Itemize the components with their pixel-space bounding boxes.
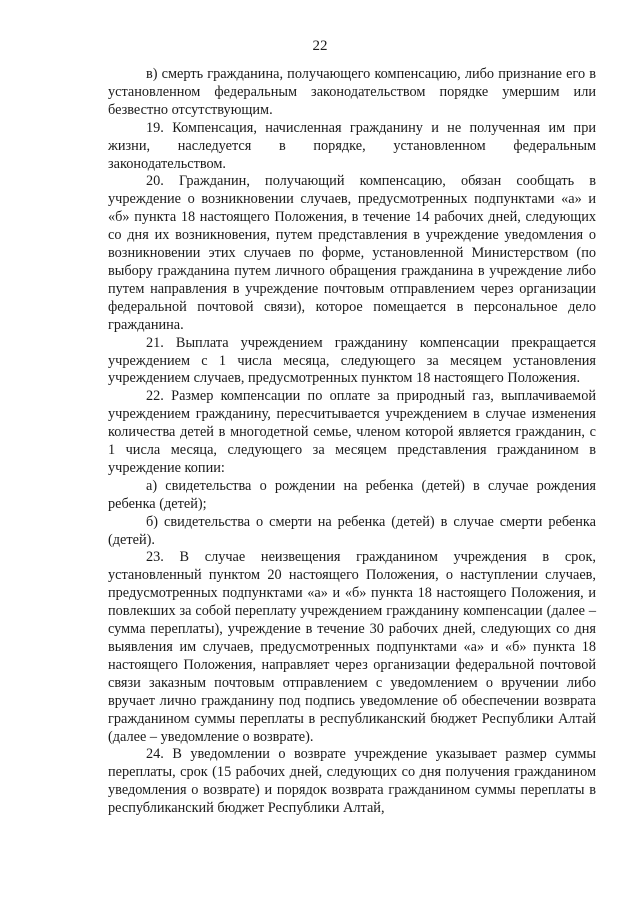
paragraph-24-return-notice: 24. В уведомлении о возврате учреждение указывает размер суммы переплаты, срок (15 рабочих дней, следующих со дня получения гражданином уведомления о возврате) и порядок возврата гражданином суммы переплаты в республиканский бюджет Республики Алтай, — [108, 746, 596, 817]
paragraph-21-termination: 21. Выплата учреждением гражданину компенсации прекращается учреждением с 1 числа месяца, следующего за месяцем установления учреждением случаев, предусмотренных пунктом 18 настоящего Положения. — [108, 334, 596, 387]
paragraph-item-a-birth: а) свидетельства о рождении на ребенка (детей) в случае рождения ребенка (детей); — [108, 477, 596, 512]
paragraph-item-v-death: в) смерть гражданина, получающего компенсацию, либо признание его в установленном федеральным законодательством порядке умершим или безвестно отсутствующим. — [108, 66, 596, 118]
paragraph-20-notification-duty: 20. Гражданин, получающий компенсацию, обязан сообщать в учреждение о возникновении случаев, предусмотренных подпунктами «а» и «б» пункта 18 настоящего Положения, в течение 14 рабочих дней, следующих со дня их возникновения, путем представления в учреждение уведомления о возникновении этих случаев по форме, установленной Министерством (по выбору гражданина путем личного обращения гражданина в учреждение либо путем направления в учреждение почтовым отправлением через организации федеральной почтовой связи), которое помещается в персональное дело гражданина. — [108, 173, 596, 333]
document-body — [108, 66, 596, 818]
paragraph-23-overpayment: 23. В случае неизвещения гражданином учреждения в срок, установленный пунктом 20 настоящего Положения, о наступлении случаев, предусмотренных подпунктами «а» и «б» пункта 18 настоящего Положения, и повлекших за собой переплату учреждением гражданину компенсации (далее – сумма переплаты), учреждение в течение 30 рабочих дней, следующих со дня выявления им случаев, предусмотренных подпунктами «а» и «б» пункта 18 настоящего Положения, направляет через организации федеральной почтовой связи заказным почтовым отправлением с уведомлением о вручении либо вручает лично гражданину под подпись уведомление об обеспечении возврата гражданином суммы переплаты в республиканский бюджет Республики Алтай (далее – уведомление о возврате). — [108, 549, 596, 745]
paragraph-19-inheritance: 19. Компенсация, начисленная гражданину и не полученная им при жизни, наследуется в порядке, установленном федеральным законодательством. — [108, 119, 596, 172]
paragraph-item-b-death: б) свидетельства о смерти на ребенка (детей) в случае смерти ребенка (детей). — [108, 513, 596, 548]
page-number: 22 — [312, 38, 328, 54]
paragraph-22-recalculation: 22. Размер компенсации по оплате за природный газ, выплачиваемой учреждением гражданину, пересчитывается учреждением в случае изменения количества детей в многодетной семье, членом которой является гражданин, с 1 числа месяца, следующего за месяцем представления гражданином в учреждение копии: — [108, 388, 596, 476]
